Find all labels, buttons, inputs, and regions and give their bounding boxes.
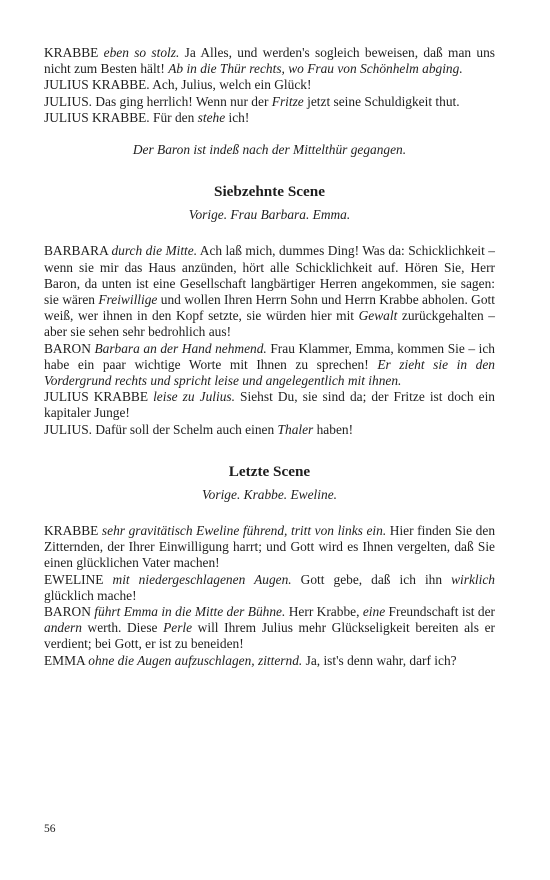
dialogue-text: JULIUS KRABBE	[44, 389, 154, 405]
scene-cast: Vorige. Krabbe. Eweline.	[201, 486, 337, 502]
dialogue-text: glücklich mache!	[44, 587, 137, 603]
stage-direction-text: andern	[44, 620, 82, 636]
dialogue-text: BARBARA	[44, 243, 112, 259]
dialogue-paragraph	[44, 604, 495, 653]
dialogue-text: will Ihrem Julius mehr Glückseligkeit bereiten als er verdient; bei Gott, er ist zu beneiden!	[44, 620, 495, 652]
dialogue-text: EWELINE	[44, 571, 113, 587]
stage-direction-text: Fritze	[271, 93, 304, 109]
dialogue-text: haben!	[313, 421, 354, 437]
stage-direction-text: durch die Mitte.	[111, 243, 198, 259]
dialogue-text: EMMA	[44, 652, 89, 668]
stage-direction-text: ohne die Augen aufzuschlagen, zitternd.	[88, 652, 303, 668]
dialogue-paragraph	[44, 77, 495, 93]
dialogue-text: JULIUS KRABBE. Für den	[44, 109, 198, 125]
dialogue-paragraph	[44, 243, 495, 340]
stage-direction-text: wirklich	[451, 571, 495, 587]
page-number: 56	[44, 823, 56, 835]
stage-direction-text: mit niedergeschlagenen Augen.	[112, 571, 292, 587]
dialogue-text: und wollen Ihren Herrn Sohn und Herrn Krabbe abholen. Gott weiß, wer ihnen in den Kopf setzte, sie würden hier mit	[44, 292, 495, 324]
scene-title: Siebzehnte Scene	[214, 183, 325, 201]
stage-direction-text: Ab in die Thür rechts, wo Frau von Schönhelm abging.	[168, 61, 463, 77]
stage-direction-text: führt Emma in die Mitte der Bühne.	[94, 604, 286, 620]
stage-direction-text: leise zu Julius.	[153, 389, 235, 405]
stage-direction: Der Baron ist indeß nach der Mittelthür gegangen.	[132, 142, 407, 158]
stage-direction-text: Thaler	[277, 421, 314, 437]
dialogue-paragraph	[44, 94, 495, 110]
dialogue-text: werth. Diese	[81, 620, 164, 636]
dialogue-paragraph	[44, 523, 495, 572]
dialogue-text: KRABBE	[44, 45, 104, 60]
stage-direction-text: Gewalt	[358, 308, 398, 324]
dialogue-paragraph	[44, 653, 495, 669]
stage-direction-text: sehr gravitätisch Eweline führend, tritt von links ein.	[101, 523, 387, 539]
stage-direction-text: Freiwillige	[98, 292, 158, 308]
dialogue-text: Siehst Du, sie sind da; der Fritze ist doch ein kapitaler Junge!	[44, 389, 495, 421]
page-body	[44, 45, 495, 669]
dialogue-text: Ach laß mich, dummes Ding! Was da: Schicklichkeit – wenn sie mir das Haus anzünden, hört alle Schicklichkeit auf. Hören Sie, Herr Baron, da unten ist eine Gesellschaft langbärtiger Herren angekommen, sie sagen: sie wären	[44, 243, 495, 308]
dialogue-paragraph	[44, 341, 495, 390]
dialogue-paragraph	[44, 389, 495, 421]
stage-direction-text: Er zieht sie in den Vordergrund rechts und spricht leise und angelegentlich mit ihnen.	[44, 356, 495, 389]
dialogue-text: Freundschaft ist der	[385, 604, 495, 620]
dialogue-text: Ja, ist's denn wahr, darf ich?	[302, 652, 457, 668]
dialogue-text: JULIUS. Das ging herrlich! Wenn nur der	[44, 93, 272, 109]
dialogue-text: Ja Alles, und werden's sogleich beweisen, daß man uns nicht zum Besten hält!	[44, 45, 495, 77]
dialogue-text: Hier finden Sie den Zitternden, der Ihrer Einwilligung harrt; und Gott wird es Ihnen vergelten, daß Sie einen glücklichen Vater machen!	[44, 523, 496, 571]
dialogue-paragraph	[44, 45, 495, 77]
dialogue-text: KRABBE	[44, 523, 102, 539]
dialogue-text: BARON	[44, 604, 95, 620]
scene-title: Letzte Scene	[228, 462, 311, 480]
dialogue-text: Gott gebe, daß ich ihn	[291, 571, 452, 587]
dialogue-text: ich!	[225, 109, 250, 125]
dialogue-text: Frau Klammer, Emma, kommen Sie – ich habe ein paar wichtige Worte mit Ihnen zu sprechen!	[44, 340, 495, 372]
stage-direction-text: Perle	[163, 620, 193, 636]
stage-direction-text: eben so stolz.	[103, 45, 180, 60]
dialogue-paragraph	[44, 572, 495, 604]
dialogue-paragraph	[44, 110, 495, 126]
dialogue-text: BARON	[44, 340, 95, 356]
dialogue-paragraph	[44, 422, 495, 438]
stage-direction-text: stehe	[197, 109, 226, 125]
dialogue-text: zurückgehalten – aber sie sehen sehr bedrohlich aus!	[44, 308, 495, 340]
stage-direction-text: Barbara an der Hand nehmend.	[94, 340, 267, 356]
dialogue-text: JULIUS. Dafür soll der Schelm auch einen	[44, 421, 278, 437]
stage-direction-text: eine	[362, 604, 386, 620]
dialogue-text: JULIUS KRABBE. Ach, Julius, welch ein Glück!	[44, 77, 312, 93]
scene-cast: Vorige. Frau Barbara. Emma.	[188, 207, 351, 223]
dialogue-text: Herr Krabbe,	[285, 604, 363, 620]
dialogue-text: jetzt seine Schuldigkeit thut.	[303, 93, 460, 109]
